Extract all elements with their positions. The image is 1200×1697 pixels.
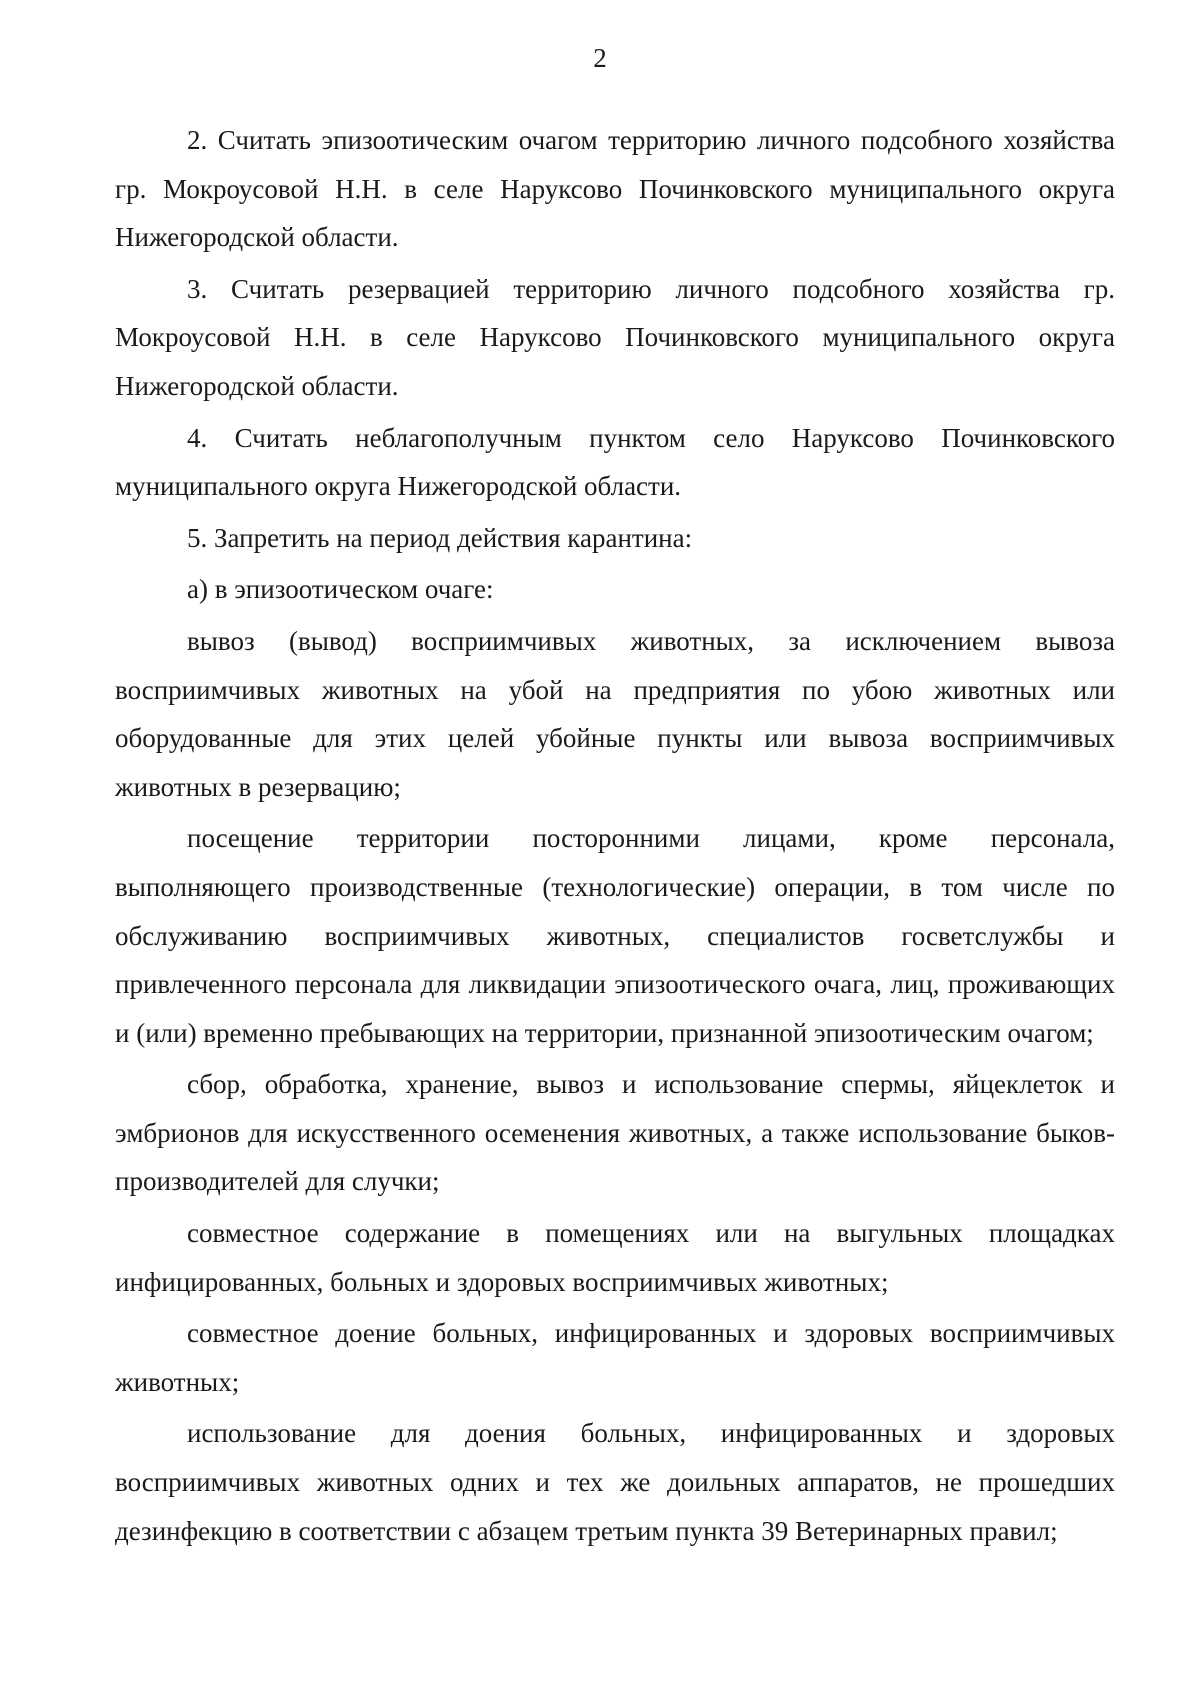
prohibition-joint-keeping: совместное содержание в помещениях или на выгульных площадках инфицированных, больных и здоровых восприимчивых животных; bbox=[115, 1218, 1115, 1297]
document-body bbox=[115, 116, 1115, 1558]
page-number: 2 bbox=[593, 43, 607, 73]
paragraph-item-2: 2. Считать эпизоотическим очагом территорию личного подсобного хозяйства гр. Мокроусовой Н.Н. в селе Наруксово Починковского муниципального округа Нижегородской области. bbox=[115, 125, 1115, 253]
subparagraph-a: а) в эпизоотическом очаге: bbox=[187, 574, 494, 605]
paragraph-item-4: 4. Считать неблагополучным пунктом село Наруксово Починковского муниципального округа Нижегородской области. bbox=[115, 422, 1115, 502]
paragraph-item-3: 3. Считать резервацией территорию личного подсобного хозяйства гр. Мокроусовой Н.Н. в селе Наруксово Починковского муниципального округа Нижегородской области. bbox=[115, 273, 1115, 401]
prohibition-sperm-embryos: сбор, обработка, хранение, вывоз и использование спермы, яйцеклеток и эмбрионов для искусственного осеменения животных, а также использование быков-производителей для случки; bbox=[115, 1069, 1115, 1197]
prohibition-milking-equipment: использование для доения больных, инфицированных и здоровых восприимчивых животных одних и тех же доильных аппаратов, не прошедших дезинфекцию в соответствии с абзацем третьим пункта 39 Ветеринарных правил; bbox=[115, 1418, 1115, 1546]
paragraph-item-5: 5. Запретить на период действия карантина: bbox=[187, 522, 693, 553]
prohibition-visiting-territory: посещение территории посторонними лицами, кроме персонала, выполняющего производственные (технологические) операции, в том числе по обслуживанию восприимчивых животных, специалистов госветслужбы и привлеченного персонала для ликвидации эпизоотического очага, лиц, проживающих и (или) временно пребывающих на территории, признанной эпизоотическим очагом; bbox=[115, 823, 1115, 1048]
prohibition-export-animals: вывоз (вывод) восприимчивых животных, за исключением вывоза восприимчивых животных на убой на предприятия по убою животных или оборудованные для этих целей убойные пункты или вывоза восприимчивых животных в резервацию; bbox=[115, 625, 1115, 802]
prohibition-joint-milking: совместное доение больных, инфицированных и здоровых восприимчивых животных; bbox=[115, 1318, 1115, 1397]
